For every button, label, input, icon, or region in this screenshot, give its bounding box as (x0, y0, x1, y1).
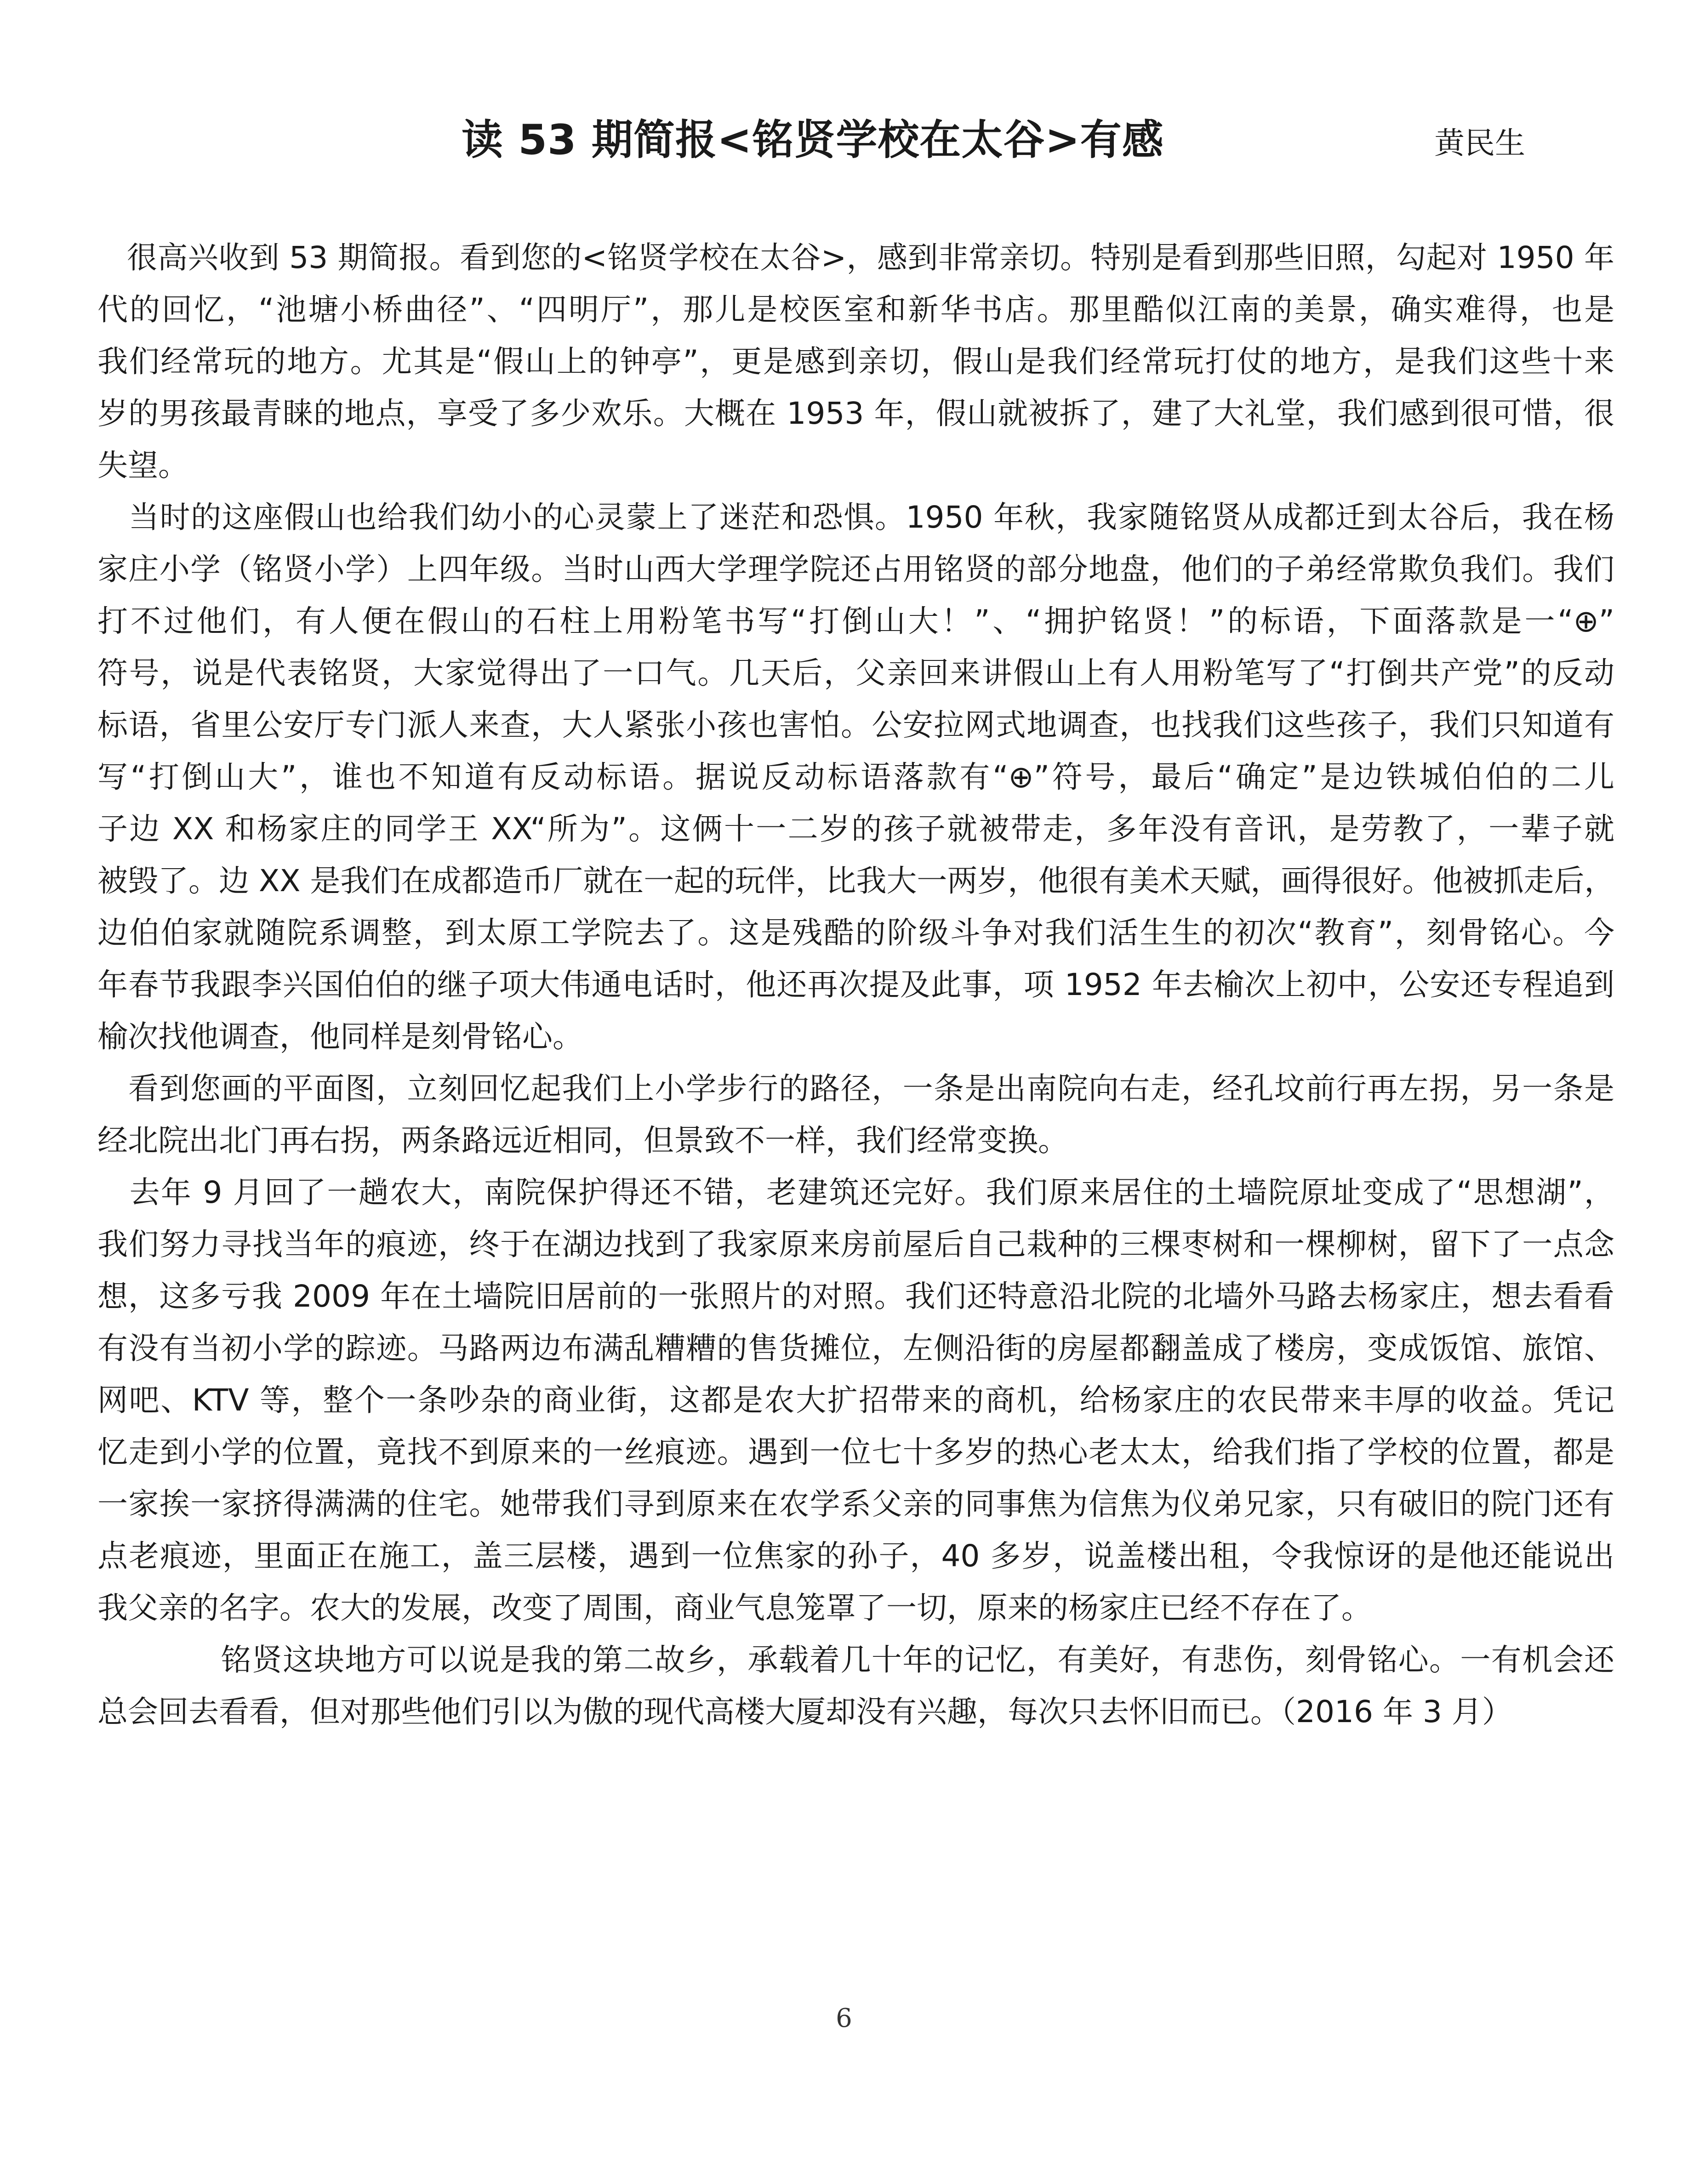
article-title: 读 53 期简报<铭贤学校在太谷>有感 (462, 116, 1164, 164)
body-line: 总会回去看看，但对那些他们引以为傲的现代高楼大厦却没有兴趣，每次只去怀旧而已。（2016 年 3 月） (97, 1694, 1512, 1729)
body-line: 看到您画的平面图，立刻回忆起我们上小学步行的路径，一条是出南院向右走，经孔坟前行再左拐，另一条是 (97, 1071, 1614, 1106)
body-line: 写“打倒山大”，谁也不知道有反动标语。据说反动标语落款有“⊕”符号，最后“确定”是边铁城伯伯的二儿 (97, 759, 1614, 795)
body-line: 被毁了。边 XX 是我们在成都造币厂就在一起的玩伴，比我大一两岁，他很有美术天赋，画得很好。他被抓走后， (97, 863, 1615, 899)
body-line: 岁的男孩最青睐的地点，享受了多少欢乐。大概在 1953 年，假山就被拆了，建了大礼堂，我们感到很可惜，很 (97, 396, 1614, 431)
body-line: 失望。 (97, 448, 188, 483)
body-line: 我们经常玩的地方。尤其是“假山上的钟亭”，更是感到亲切，假山是我们经常玩打仗的地方，是我们这些十来 (97, 344, 1614, 379)
body-line: 当时的这座假山也给我们幼小的心灵蒙上了迷茫和恐惧。1950 年秋，我家随铭贤从成都迁到太谷后，我在杨 (97, 500, 1614, 535)
body-line: 家庄小学（铭贤小学）上四年级。当时山西大学理学院还占用铭贤的部分地盘，他们的子弟经常欺负我们。我们 (97, 552, 1614, 587)
body-line: 网吧、KTV 等，整个一条吵杂的商业街，这都是农大扩招带来的商机，给杨家庄的农民带来丰厚的收益。凭记 (97, 1382, 1614, 1418)
page-number: 6 (836, 2003, 852, 2033)
body-line: 我父亲的名字。农大的发展，改变了周围，商业气息笼罩了一切，原来的杨家庄已经不存在了。 (97, 1590, 1372, 1626)
body-line: 点老痕迹，里面正在施工，盖三层楼，遇到一位焦家的孙子，40 多岁，说盖楼出租，令我惊讶的是他还能说出 (97, 1538, 1614, 1574)
body-line: 铭贤这块地方可以说是我的第二故乡，承载着几十年的记忆，有美好，有悲伤，刻骨铭心。一有机会还 (97, 1642, 1614, 1678)
body-line: 榆次找他调查，他同样是刻骨铭心。 (97, 1019, 583, 1054)
paragraph-2 (97, 491, 1614, 1063)
body-line: 想，这多亏我 2009 年在土墙院旧居前的一张照片的对照。我们还特意沿北院的北墙外马路去杨家庄，想去看看 (97, 1279, 1614, 1314)
paragraph-3 (97, 1063, 1614, 1166)
body-line: 有没有当初小学的踪迹。马路两边布满乱糟糟的售货摊位，左侧沿街的房屋都翻盖成了楼房，变成饭馆、旅馆、 (97, 1331, 1614, 1366)
body-line: 一家挨一家挤得满满的住宅。她带我们寻到原来在农学系父亲的同事焦为信焦为仪弟兄家，只有破旧的院门还有 (97, 1486, 1614, 1522)
body-line: 代的回忆，“池塘小桥曲径”、“四明厅”，那儿是校医室和新华书店。那里酷似江南的美景，确实难得，也是 (97, 292, 1614, 327)
article-body (97, 232, 1614, 1738)
body-line: 去年 9 月回了一趟农大，南院保护得还不错，老建筑还完好。我们原来居住的土墙院原址变成了“思想湖”， (97, 1175, 1614, 1210)
body-line: 很高兴收到 53 期简报。看到您的<铭贤学校在太谷>，感到非常亲切。特别是看到那些旧照，勾起对 1950 年 (97, 240, 1614, 275)
body-line: 标语，省里公安厅专门派人来查，大人紧张小孩也害怕。公安拉网式地调查，也找我们这些孩子，我们只知道有 (97, 707, 1614, 743)
author-name: 黄民生 (1434, 125, 1525, 161)
paragraph-5 (97, 1634, 1614, 1738)
paragraph-4 (97, 1166, 1614, 1634)
body-line: 忆走到小学的位置，竟找不到原来的一丝痕迹。遇到一位七十多岁的热心老太太，给我们指了学校的位置，都是 (97, 1434, 1614, 1470)
body-line: 年春节我跟李兴国伯伯的继子项大伟通电话时，他还再次提及此事，项 1952 年去榆次上初中，公安还专程追到 (97, 967, 1614, 1002)
body-line: 符号，说是代表铭贤，大家觉得出了一口气。几天后，父亲回来讲假山上有人用粉笔写了“打倒共产党”的反动 (97, 655, 1614, 691)
paragraph-1 (97, 232, 1614, 491)
body-line: 经北院出北门再右拐，两条路远近相同，但景致不一样，我们经常变换。 (97, 1123, 1068, 1158)
body-line: 打不过他们，有人便在假山的石柱上用粉笔书写“打倒山大！”、“拥护铭贤！”的标语，下面落款是一“⊕” (97, 603, 1614, 639)
body-line: 边伯伯家就随院系调整，到太原工学院去了。这是残酷的阶级斗争对我们活生生的初次“教育”，刻骨铭心。今 (97, 915, 1614, 950)
body-line: 子边 XX 和杨家庄的同学王 XX“所为”。这俩十一二岁的孩子就被带走，多年没有音讯，是劳教了，一辈子就 (97, 811, 1614, 847)
body-line: 我们努力寻找当年的痕迹，终于在湖边找到了我家原来房前屋后自己栽种的三棵枣树和一棵柳树，留下了一点念 (97, 1227, 1614, 1262)
